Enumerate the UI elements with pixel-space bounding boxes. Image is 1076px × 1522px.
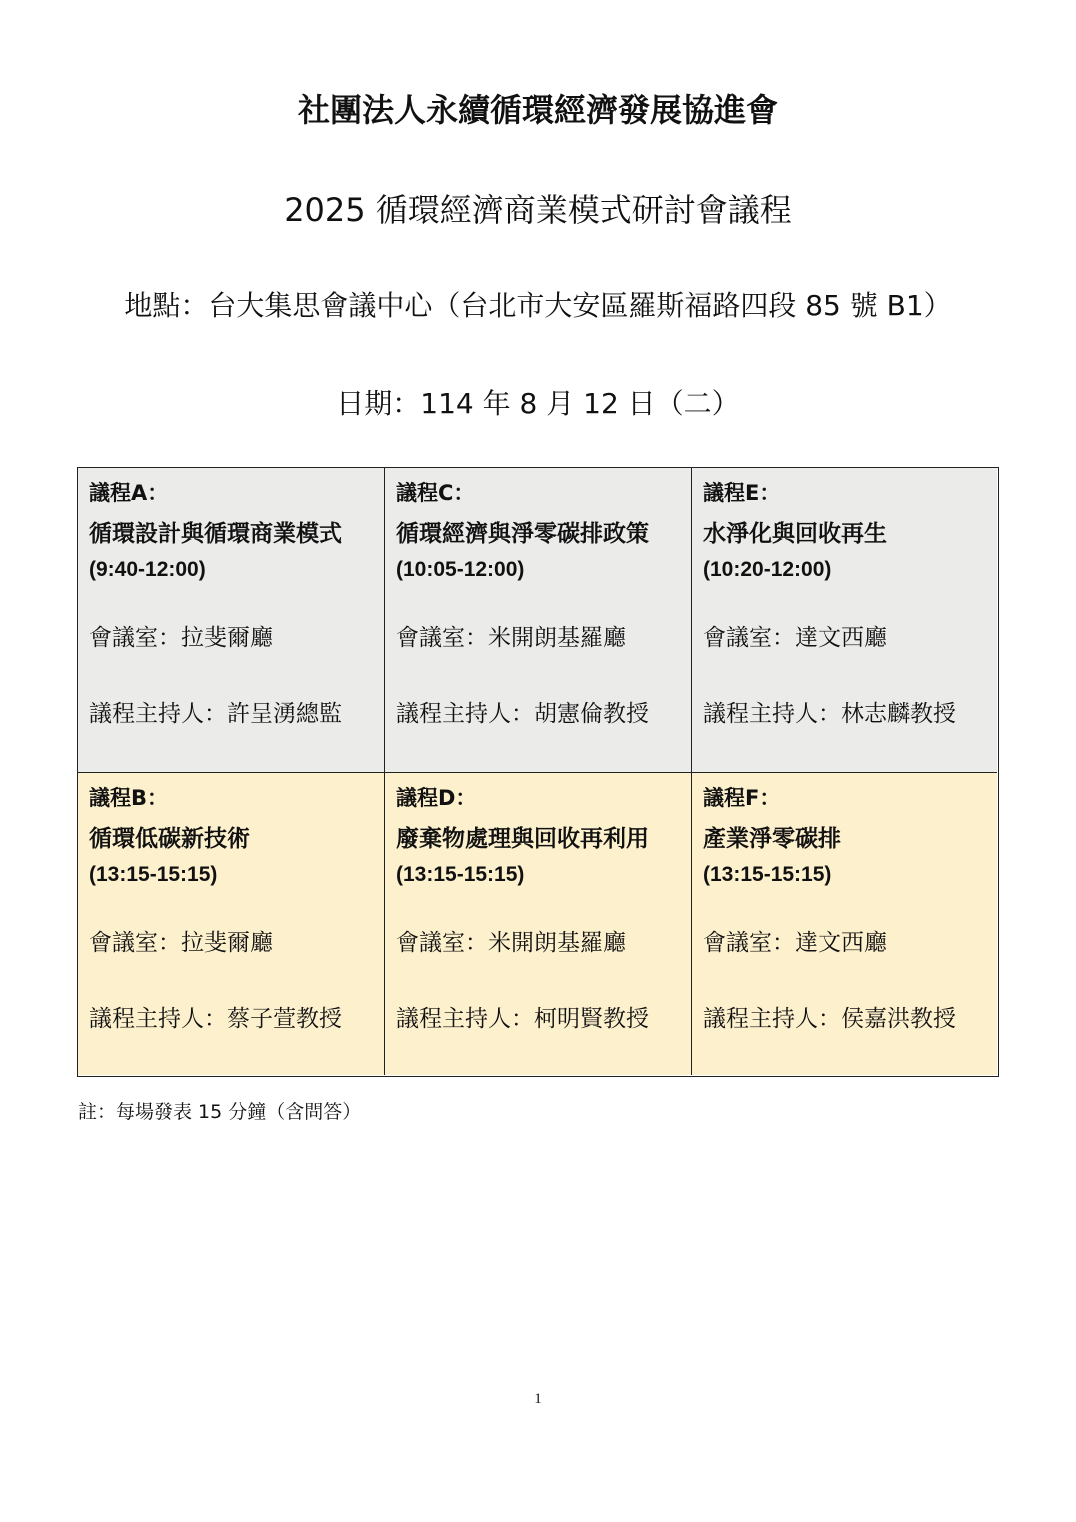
session-topic: 產業淨零碳排: [703, 826, 841, 852]
session-room: 會議室：拉斐爾廳: [89, 625, 273, 651]
session-cell-f: [692, 773, 997, 1075]
session-time: (10:05-12:00): [396, 558, 525, 581]
session-topic: 廢棄物處理與回收再利用: [396, 826, 649, 852]
session-topic: 循環設計與循環商業模式: [89, 521, 342, 547]
session-cell-c: [385, 468, 692, 773]
footnote: 註：每場發表 15 分鐘（含問答）: [78, 1101, 362, 1123]
session-time: (13:15-15:15): [703, 863, 832, 886]
session-label: 議程F：: [703, 786, 781, 810]
session-cell-e: [692, 468, 997, 773]
session-host: 議程主持人：胡憲倫教授: [396, 701, 649, 727]
session-topic: 水淨化與回收再生: [703, 521, 887, 547]
organization-title: 社團法人永續循環經濟發展協進會: [297, 91, 778, 129]
session-room: 會議室：米開朗基羅廳: [396, 625, 626, 651]
session-topic: 循環經濟與淨零碳排政策: [396, 521, 649, 547]
session-cell-b: [78, 773, 385, 1075]
session-host: 議程主持人：侯嘉洪教授: [703, 1006, 956, 1032]
session-label: 議程C：: [396, 481, 475, 505]
session-host: 議程主持人：蔡子萱教授: [89, 1006, 342, 1032]
session-time: (9:40-12:00): [89, 558, 206, 581]
session-label: 議程D：: [396, 786, 477, 810]
session-time: (10:20-12:00): [703, 558, 832, 581]
session-host: 議程主持人：林志麟教授: [703, 701, 956, 727]
session-host: 議程主持人：柯明賢教授: [396, 1006, 649, 1032]
agenda-table: [77, 467, 999, 1077]
session-room: 會議室：達文西廳: [703, 625, 887, 651]
session-time: (13:15-15:15): [396, 863, 525, 886]
date-line: 日期：114 年 8 月 12 日（二）: [336, 387, 740, 420]
session-cell-a: [78, 468, 385, 773]
session-room: 會議室：拉斐爾廳: [89, 930, 273, 956]
page-number: 1: [534, 1391, 542, 1407]
venue-line: 地點：台大集思會議中心（台北市大安區羅斯福路四段 85 號 B1）: [124, 289, 952, 322]
session-host: 議程主持人：許呈湧總監: [89, 701, 342, 727]
session-time: (13:15-15:15): [89, 863, 218, 886]
session-cell-d: [385, 773, 692, 1075]
session-topic: 循環低碳新技術: [89, 826, 250, 852]
session-label: 議程E：: [703, 481, 781, 505]
session-room: 會議室：達文西廳: [703, 930, 887, 956]
session-label: 議程A：: [89, 481, 169, 505]
session-room: 會議室：米開朗基羅廳: [396, 930, 626, 956]
event-title: 2025 循環經濟商業模式研討會議程: [284, 191, 792, 229]
session-label: 議程B：: [89, 786, 169, 810]
